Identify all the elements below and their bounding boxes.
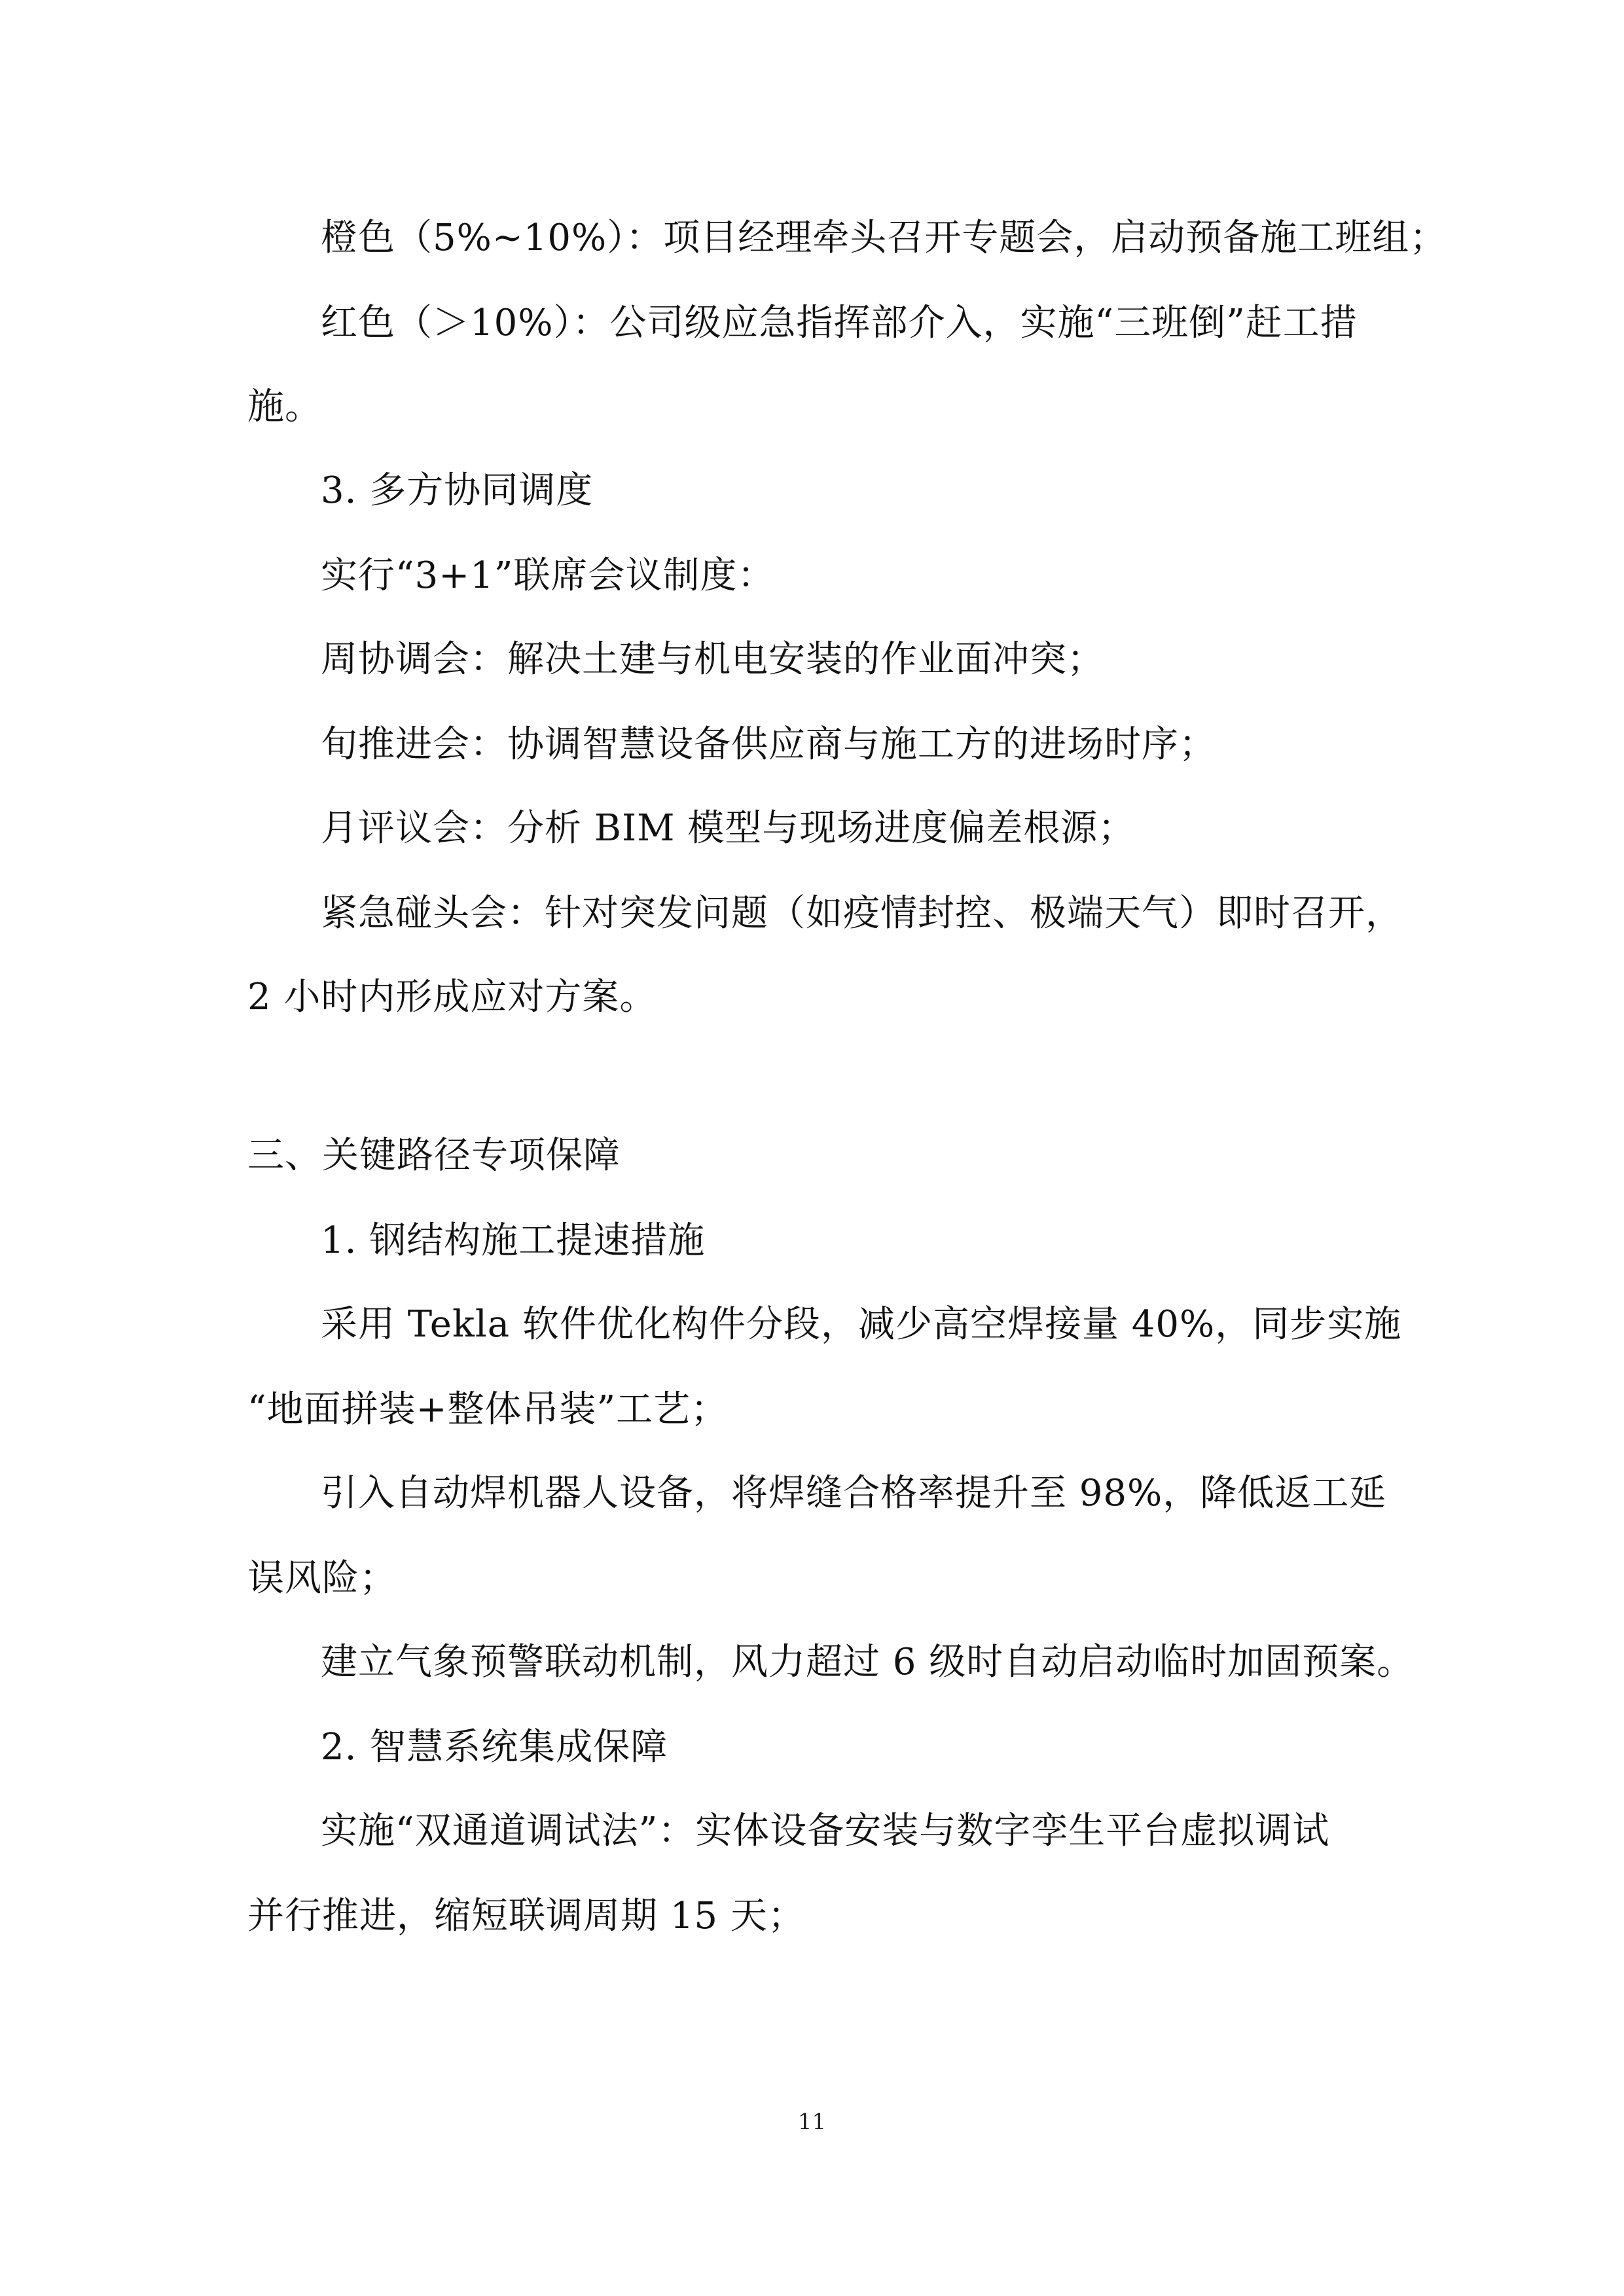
paragraph-weather-warning: 建立气象预警联动机制，风力超过 6 级时自动启动临时加固预案。: [321, 1641, 1415, 1683]
section-heading-key-path: 三、关键路径专项保障: [247, 1134, 621, 1177]
paragraph-emergency-line-1: 紧急碰头会：针对突发问题（如疫情封控、极端天气）即时召开，: [321, 892, 1403, 935]
subheading-smart-system: 2. 智慧系统集成保障: [321, 1726, 668, 1768]
paragraph-red-line-2: 施。: [247, 386, 322, 428]
paragraph-dual-channel-line-1: 实施“双通道调试法”：实体设备安装与数字孪生平台虚拟调试: [321, 1810, 1330, 1852]
paragraph-emergency-line-2: 2 小时内形成应对方案。: [247, 976, 657, 1018]
paragraph-robot-line-1: 引入自动焊机器人设备，将焊缝合格率提升至 98%，降低返工延: [321, 1472, 1387, 1515]
subheading-coordination: 3. 多方协同调度: [321, 469, 594, 512]
paragraph-monthly-meeting: 月评议会：分析 BIM 模型与现场进度偏差根源；: [321, 807, 1136, 850]
paragraph-tekla-line-1: 采用 Tekla 软件优化构件分段，减少高空焊接量 40%，同步实施: [321, 1303, 1402, 1346]
paragraph-red-line-1: 红色（＞10%）：公司级应急指挥部介入，实施“三班倒”赶工措: [321, 302, 1358, 344]
paragraph-dual-channel-line-2: 并行推进，缩短联调周期 15 天；: [247, 1895, 805, 1937]
subheading-steel-structure: 1. 钢结构施工提速措施: [321, 1219, 706, 1262]
paragraph-joint-meeting: 实行“3+1”联席会议制度：: [321, 554, 775, 597]
paragraph-weekly-meeting: 周协调会：解决土建与机电安装的作业面冲突；: [321, 638, 1104, 681]
paragraph-ten-day-meeting: 旬推进会：协调智慧设备供应商与施工方的进场时序；: [321, 723, 1216, 766]
paragraph-orange-line-1: 橙色（5%~10%）：项目经理牵头召开专题会，启动预备施工班组；: [321, 217, 1447, 259]
paragraph-robot-line-2: 误风险；: [247, 1557, 397, 1600]
page-number: 11: [797, 2109, 827, 2135]
paragraph-tekla-line-2: “地面拼装+整体吊装”工艺；: [247, 1388, 729, 1431]
